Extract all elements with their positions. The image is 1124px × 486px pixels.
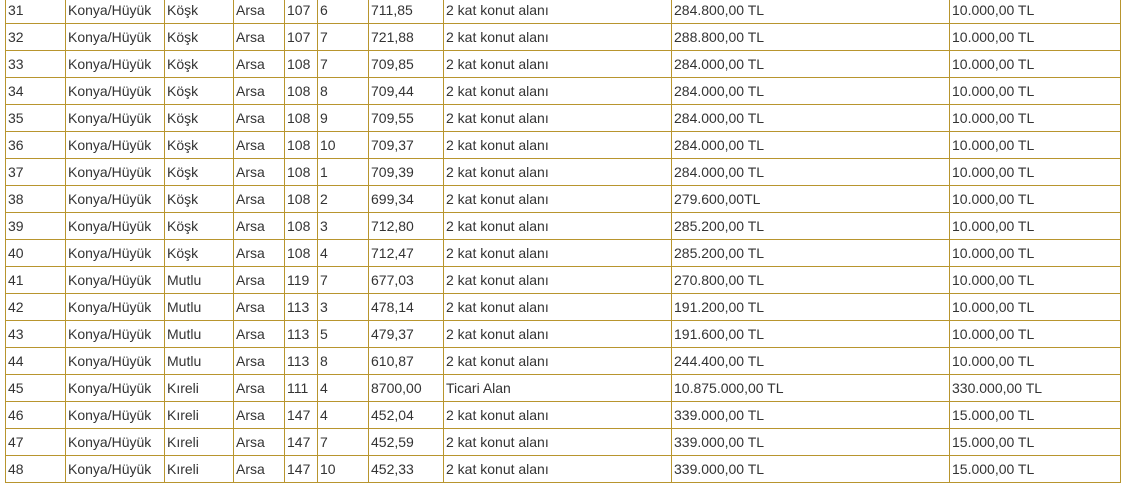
- zoning-cell: 2 kat konut alanı: [444, 213, 672, 240]
- row-number-cell: 47: [6, 429, 66, 456]
- row-number-cell: 34: [6, 78, 66, 105]
- zoning-cell: 2 kat konut alanı: [444, 429, 672, 456]
- parcel-cell: 4: [318, 240, 369, 267]
- neighborhood-cell: Köşk: [165, 24, 234, 51]
- deposit-cell: 10.000,00 TL: [950, 78, 1121, 105]
- parcel-cell: 5: [318, 321, 369, 348]
- row-number-cell: 31: [6, 0, 66, 24]
- price-cell: 284.800,00 TL: [672, 0, 950, 24]
- row-number-cell: 38: [6, 186, 66, 213]
- parcel-cell: 7: [318, 267, 369, 294]
- property-type-cell: Arsa: [234, 132, 285, 159]
- property-type-cell: Arsa: [234, 159, 285, 186]
- block-cell: 113: [285, 294, 318, 321]
- neighborhood-cell: Köşk: [165, 0, 234, 24]
- price-cell: 288.800,00 TL: [672, 24, 950, 51]
- location-cell: Konya/Hüyük: [66, 429, 165, 456]
- zoning-cell: 2 kat konut alanı: [444, 267, 672, 294]
- zoning-cell: 2 kat konut alanı: [444, 105, 672, 132]
- property-type-cell: Arsa: [234, 213, 285, 240]
- price-cell: 10.875.000,00 TL: [672, 375, 950, 402]
- table-row: [6, 213, 1121, 240]
- area-cell: 452,59: [369, 429, 444, 456]
- block-cell: 108: [285, 51, 318, 78]
- location-cell: Konya/Hüyük: [66, 348, 165, 375]
- area-cell: 712,47: [369, 240, 444, 267]
- location-cell: Konya/Hüyük: [66, 294, 165, 321]
- neighborhood-cell: Köşk: [165, 105, 234, 132]
- zoning-cell: 2 kat konut alanı: [444, 159, 672, 186]
- area-cell: 452,04: [369, 402, 444, 429]
- property-type-cell: Arsa: [234, 78, 285, 105]
- neighborhood-cell: Kıreli: [165, 402, 234, 429]
- table-row: [6, 186, 1121, 213]
- deposit-cell: 10.000,00 TL: [950, 240, 1121, 267]
- block-cell: 108: [285, 159, 318, 186]
- location-cell: Konya/Hüyük: [66, 213, 165, 240]
- deposit-cell: 10.000,00 TL: [950, 294, 1121, 321]
- property-listing-table: [5, 0, 1121, 483]
- neighborhood-cell: Köşk: [165, 159, 234, 186]
- property-type-cell: Arsa: [234, 0, 285, 24]
- table-row: [6, 429, 1121, 456]
- location-cell: Konya/Hüyük: [66, 132, 165, 159]
- block-cell: 108: [285, 186, 318, 213]
- deposit-cell: 10.000,00 TL: [950, 267, 1121, 294]
- location-cell: Konya/Hüyük: [66, 267, 165, 294]
- row-number-cell: 41: [6, 267, 66, 294]
- block-cell: 107: [285, 0, 318, 24]
- area-cell: 709,44: [369, 78, 444, 105]
- zoning-cell: 2 kat konut alanı: [444, 186, 672, 213]
- table-row: [6, 159, 1121, 186]
- zoning-cell: 2 kat konut alanı: [444, 0, 672, 24]
- price-cell: 244.400,00 TL: [672, 348, 950, 375]
- neighborhood-cell: Mutlu: [165, 294, 234, 321]
- area-cell: 452,33: [369, 456, 444, 483]
- parcel-cell: 2: [318, 186, 369, 213]
- table-row: [6, 51, 1121, 78]
- neighborhood-cell: Köşk: [165, 186, 234, 213]
- price-cell: 284.000,00 TL: [672, 159, 950, 186]
- block-cell: 147: [285, 456, 318, 483]
- parcel-cell: 8: [318, 78, 369, 105]
- property-type-cell: Arsa: [234, 348, 285, 375]
- table-row: [6, 294, 1121, 321]
- price-cell: 284.000,00 TL: [672, 78, 950, 105]
- area-cell: 709,39: [369, 159, 444, 186]
- price-cell: 285.200,00 TL: [672, 240, 950, 267]
- property-type-cell: Arsa: [234, 186, 285, 213]
- price-cell: 191.200,00 TL: [672, 294, 950, 321]
- parcel-cell: 7: [318, 24, 369, 51]
- area-cell: 699,34: [369, 186, 444, 213]
- location-cell: Konya/Hüyük: [66, 375, 165, 402]
- neighborhood-cell: Köşk: [165, 132, 234, 159]
- row-number-cell: 40: [6, 240, 66, 267]
- deposit-cell: 330.000,00 TL: [950, 375, 1121, 402]
- price-cell: 339.000,00 TL: [672, 429, 950, 456]
- neighborhood-cell: Mutlu: [165, 267, 234, 294]
- deposit-cell: 10.000,00 TL: [950, 105, 1121, 132]
- area-cell: 712,80: [369, 213, 444, 240]
- price-cell: 270.800,00 TL: [672, 267, 950, 294]
- location-cell: Konya/Hüyük: [66, 240, 165, 267]
- parcel-cell: 9: [318, 105, 369, 132]
- area-cell: 709,37: [369, 132, 444, 159]
- zoning-cell: 2 kat konut alanı: [444, 51, 672, 78]
- row-number-cell: 32: [6, 24, 66, 51]
- row-number-cell: 37: [6, 159, 66, 186]
- block-cell: 107: [285, 24, 318, 51]
- parcel-cell: 10: [318, 132, 369, 159]
- zoning-cell: 2 kat konut alanı: [444, 240, 672, 267]
- neighborhood-cell: Köşk: [165, 213, 234, 240]
- zoning-cell: 2 kat konut alanı: [444, 78, 672, 105]
- parcel-cell: 8: [318, 348, 369, 375]
- deposit-cell: 15.000,00 TL: [950, 456, 1121, 483]
- block-cell: 108: [285, 105, 318, 132]
- zoning-cell: 2 kat konut alanı: [444, 24, 672, 51]
- deposit-cell: 10.000,00 TL: [950, 186, 1121, 213]
- price-cell: 284.000,00 TL: [672, 105, 950, 132]
- location-cell: Konya/Hüyük: [66, 0, 165, 24]
- row-number-cell: 36: [6, 132, 66, 159]
- table-row: [6, 375, 1121, 402]
- parcel-cell: 3: [318, 213, 369, 240]
- block-cell: 108: [285, 213, 318, 240]
- row-number-cell: 46: [6, 402, 66, 429]
- price-cell: 339.000,00 TL: [672, 402, 950, 429]
- zoning-cell: 2 kat konut alanı: [444, 456, 672, 483]
- row-number-cell: 48: [6, 456, 66, 483]
- property-type-cell: Arsa: [234, 294, 285, 321]
- parcel-cell: 4: [318, 402, 369, 429]
- property-type-cell: Arsa: [234, 456, 285, 483]
- row-number-cell: 35: [6, 105, 66, 132]
- zoning-cell: 2 kat konut alanı: [444, 348, 672, 375]
- row-number-cell: 33: [6, 51, 66, 78]
- area-cell: 721,88: [369, 24, 444, 51]
- location-cell: Konya/Hüyük: [66, 186, 165, 213]
- deposit-cell: 10.000,00 TL: [950, 321, 1121, 348]
- row-number-cell: 39: [6, 213, 66, 240]
- location-cell: Konya/Hüyük: [66, 321, 165, 348]
- area-cell: 709,55: [369, 105, 444, 132]
- block-cell: 108: [285, 240, 318, 267]
- deposit-cell: 15.000,00 TL: [950, 402, 1121, 429]
- table-row: [6, 78, 1121, 105]
- block-cell: 108: [285, 132, 318, 159]
- deposit-cell: 10.000,00 TL: [950, 0, 1121, 24]
- neighborhood-cell: Kıreli: [165, 429, 234, 456]
- location-cell: Konya/Hüyük: [66, 159, 165, 186]
- table-row: [6, 105, 1121, 132]
- table-row: [6, 321, 1121, 348]
- zoning-cell: 2 kat konut alanı: [444, 321, 672, 348]
- parcel-cell: 6: [318, 0, 369, 24]
- price-cell: 284.000,00 TL: [672, 51, 950, 78]
- deposit-cell: 10.000,00 TL: [950, 159, 1121, 186]
- price-cell: 191.600,00 TL: [672, 321, 950, 348]
- property-type-cell: Arsa: [234, 240, 285, 267]
- block-cell: 119: [285, 267, 318, 294]
- block-cell: 108: [285, 78, 318, 105]
- parcel-cell: 10: [318, 456, 369, 483]
- parcel-cell: 7: [318, 51, 369, 78]
- location-cell: Konya/Hüyük: [66, 105, 165, 132]
- property-type-cell: Arsa: [234, 24, 285, 51]
- location-cell: Konya/Hüyük: [66, 402, 165, 429]
- zoning-cell: 2 kat konut alanı: [444, 132, 672, 159]
- area-cell: 610,87: [369, 348, 444, 375]
- table-row: [6, 456, 1121, 483]
- zoning-cell: 2 kat konut alanı: [444, 294, 672, 321]
- price-cell: 284.000,00 TL: [672, 132, 950, 159]
- deposit-cell: 10.000,00 TL: [950, 213, 1121, 240]
- location-cell: Konya/Hüyük: [66, 456, 165, 483]
- property-type-cell: Arsa: [234, 267, 285, 294]
- neighborhood-cell: Mutlu: [165, 348, 234, 375]
- table-row: [6, 267, 1121, 294]
- area-cell: 478,14: [369, 294, 444, 321]
- row-number-cell: 42: [6, 294, 66, 321]
- neighborhood-cell: Köşk: [165, 51, 234, 78]
- neighborhood-cell: Kıreli: [165, 375, 234, 402]
- area-cell: 677,03: [369, 267, 444, 294]
- block-cell: 113: [285, 321, 318, 348]
- block-cell: 147: [285, 429, 318, 456]
- property-type-cell: Arsa: [234, 429, 285, 456]
- neighborhood-cell: Köşk: [165, 78, 234, 105]
- deposit-cell: 15.000,00 TL: [950, 429, 1121, 456]
- deposit-cell: 10.000,00 TL: [950, 132, 1121, 159]
- parcel-cell: 4: [318, 375, 369, 402]
- parcel-cell: 7: [318, 429, 369, 456]
- parcel-cell: 3: [318, 294, 369, 321]
- property-type-cell: Arsa: [234, 105, 285, 132]
- area-cell: 711,85: [369, 0, 444, 24]
- block-cell: 147: [285, 402, 318, 429]
- row-number-cell: 45: [6, 375, 66, 402]
- deposit-cell: 10.000,00 TL: [950, 348, 1121, 375]
- table-body: [6, 0, 1121, 483]
- property-type-cell: Arsa: [234, 51, 285, 78]
- location-cell: Konya/Hüyük: [66, 78, 165, 105]
- table-row: [6, 240, 1121, 267]
- neighborhood-cell: Mutlu: [165, 321, 234, 348]
- table-row: [6, 24, 1121, 51]
- parcel-cell: 1: [318, 159, 369, 186]
- location-cell: Konya/Hüyük: [66, 24, 165, 51]
- table-row: [6, 402, 1121, 429]
- price-cell: 285.200,00 TL: [672, 213, 950, 240]
- deposit-cell: 10.000,00 TL: [950, 51, 1121, 78]
- deposit-cell: 10.000,00 TL: [950, 24, 1121, 51]
- table-row: [6, 0, 1121, 24]
- block-cell: 111: [285, 375, 318, 402]
- zoning-cell: Ticari Alan: [444, 375, 672, 402]
- area-cell: 479,37: [369, 321, 444, 348]
- area-cell: 8700,00: [369, 375, 444, 402]
- location-cell: Konya/Hüyük: [66, 51, 165, 78]
- block-cell: 113: [285, 348, 318, 375]
- area-cell: 709,85: [369, 51, 444, 78]
- price-cell: 339.000,00 TL: [672, 456, 950, 483]
- table-row: [6, 132, 1121, 159]
- table-row: [6, 348, 1121, 375]
- price-cell: 279.600,00TL: [672, 186, 950, 213]
- zoning-cell: 2 kat konut alanı: [444, 402, 672, 429]
- listing-table-container: [5, 0, 1120, 483]
- row-number-cell: 43: [6, 321, 66, 348]
- property-type-cell: Arsa: [234, 321, 285, 348]
- neighborhood-cell: Kıreli: [165, 456, 234, 483]
- property-type-cell: Arsa: [234, 402, 285, 429]
- property-type-cell: Arsa: [234, 375, 285, 402]
- row-number-cell: 44: [6, 348, 66, 375]
- neighborhood-cell: Köşk: [165, 240, 234, 267]
